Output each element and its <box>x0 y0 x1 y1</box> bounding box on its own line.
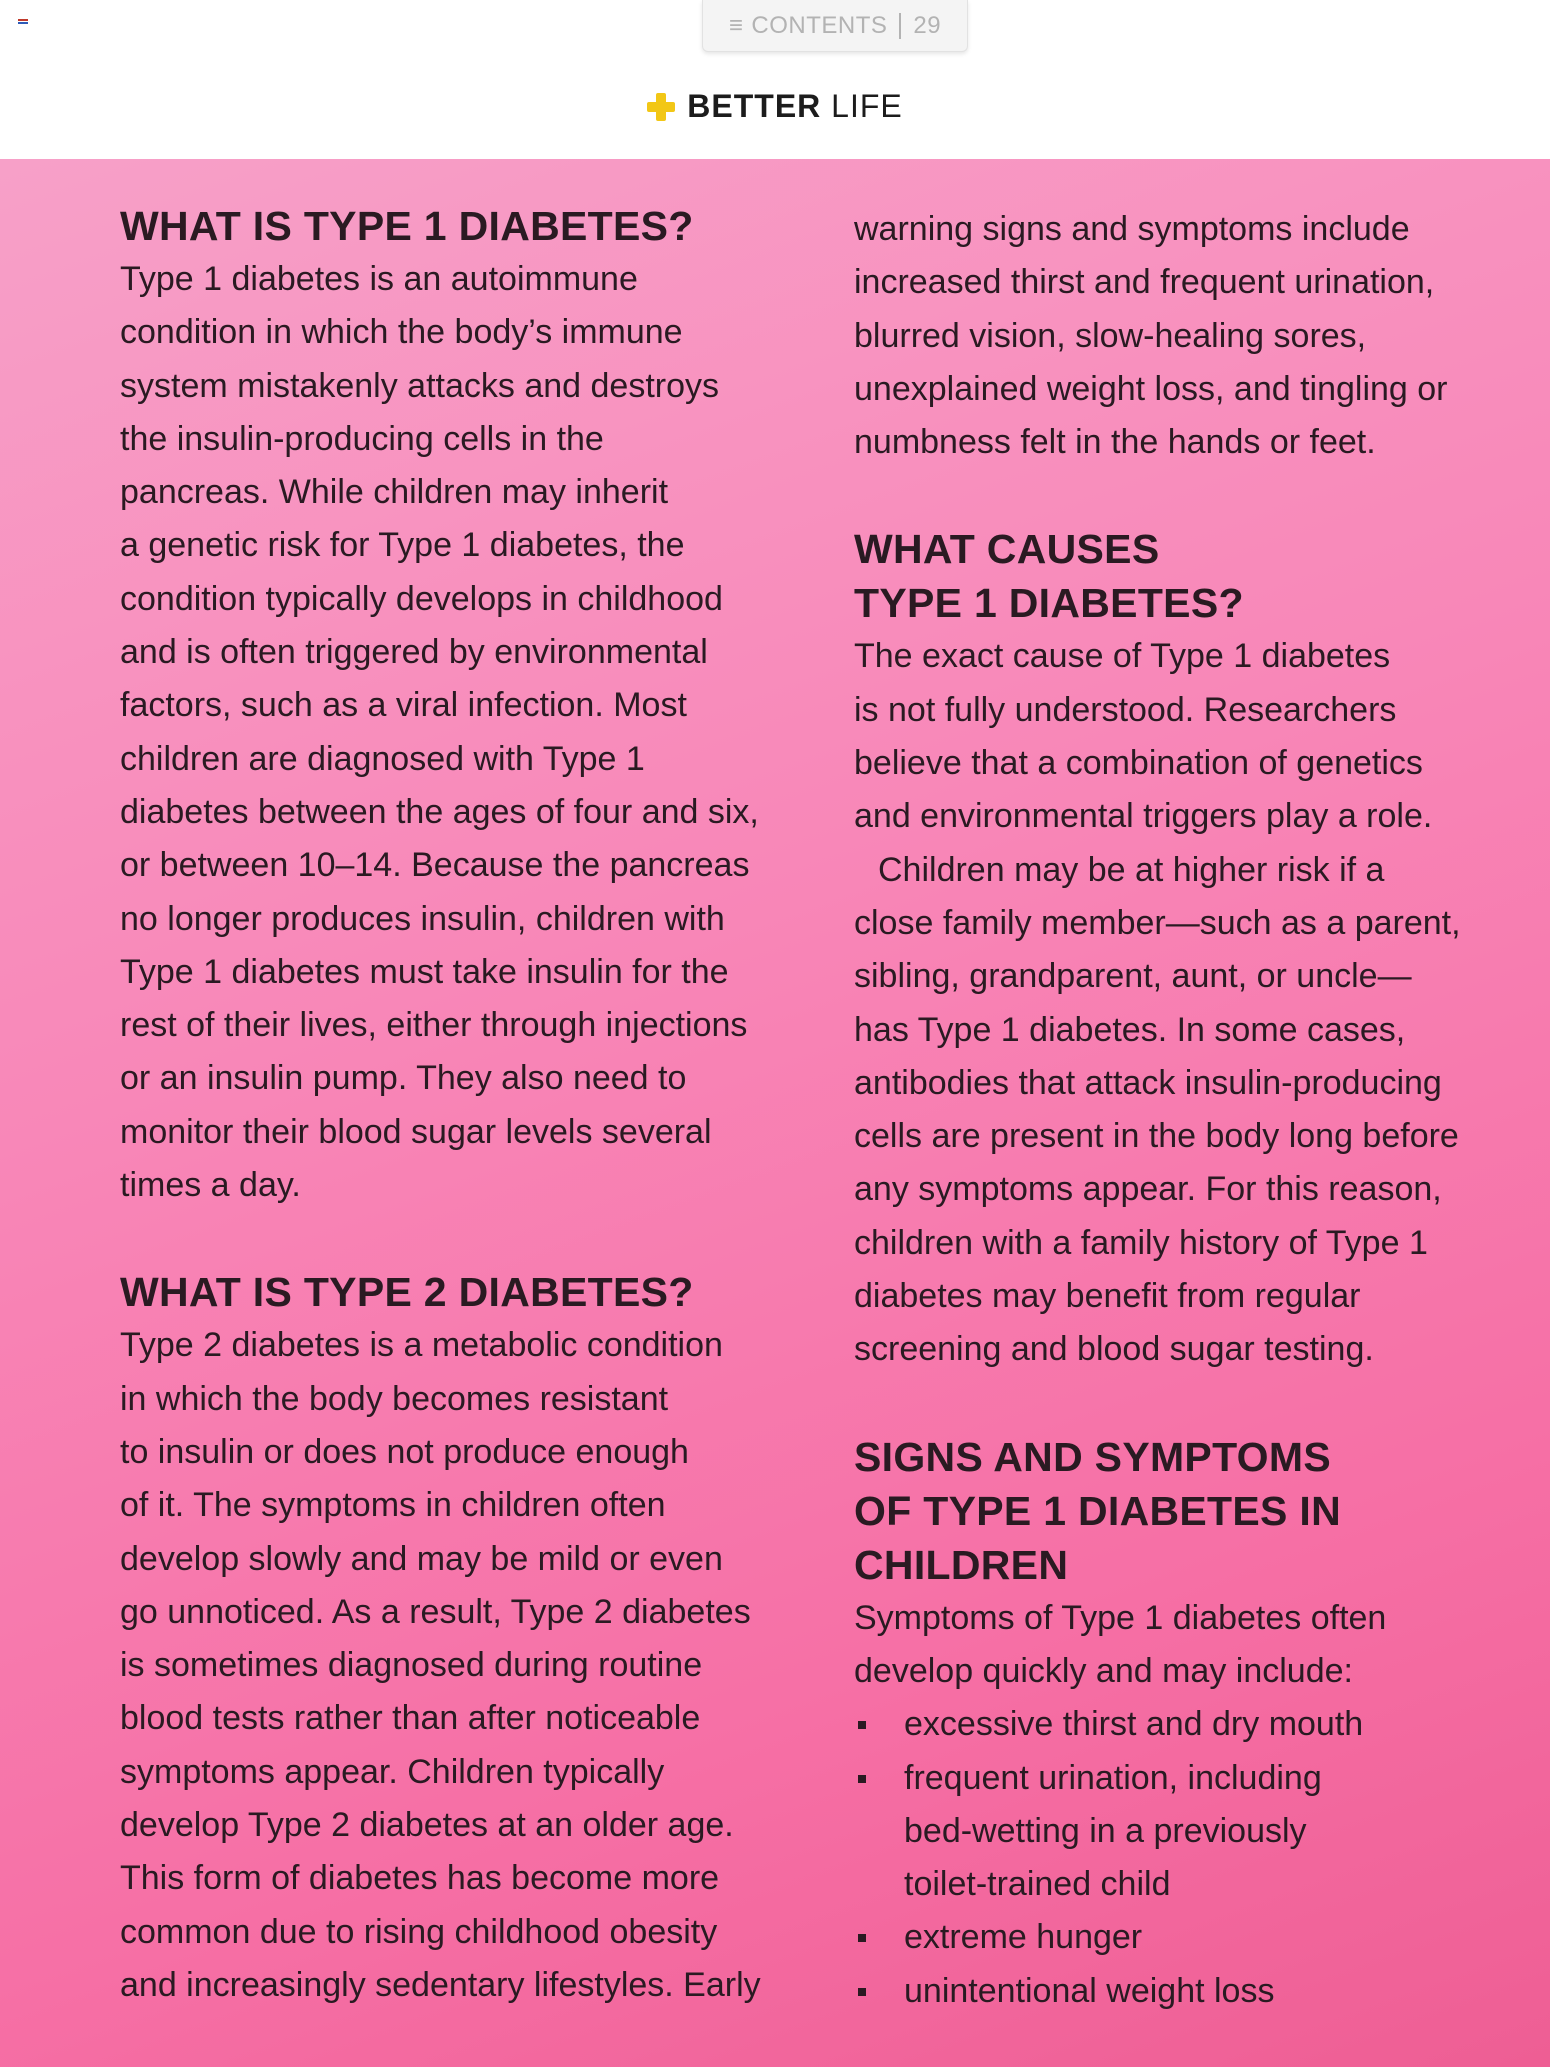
text-line: factors, such as a viral infection. Most <box>120 686 687 725</box>
text-line: diabetes between the ages of four and six, <box>120 792 759 831</box>
bullet-icon <box>858 1775 866 1783</box>
list-item-text <box>904 1705 1363 1743</box>
paragraph-type2-continued <box>854 203 1524 469</box>
brand-bold: BETTER <box>687 88 822 124</box>
brand-light: LIFE <box>831 88 903 124</box>
text-line: or between 10–14. Because the pancreas <box>120 846 750 885</box>
text-line: Type 1 diabetes is an autoimmune <box>120 260 638 298</box>
text-line: This form of diabetes has become more <box>120 1859 720 1898</box>
list-item-text <box>904 1759 1322 1904</box>
text-line: children are diagnosed with Type 1 <box>120 739 645 778</box>
paragraph-type1 <box>120 253 820 1212</box>
list-item-text <box>904 1918 1142 1956</box>
text-line: is not fully understood. Researchers <box>854 690 1397 729</box>
text-line: pancreas. While children may inherit <box>120 473 669 512</box>
text-line: sibling, grandparent, aunt, or uncle— <box>854 957 1412 996</box>
text-line: rest of their lives, either through injections <box>120 1006 748 1045</box>
text-line: Children may be at higher risk if a <box>878 850 1385 889</box>
text-line: has Type 1 diabetes. In some cases, <box>854 1010 1406 1049</box>
paragraph-symptoms-intro <box>854 1592 1524 1699</box>
list-item <box>854 1965 1524 2018</box>
text-line: go unnoticed. As a result, Type 2 diabetes <box>120 1592 751 1631</box>
bullet-icon <box>858 1934 866 1942</box>
text-line: close family member—such as a parent, <box>854 903 1461 942</box>
paragraph-causes <box>854 630 1524 843</box>
text-line: The exact cause of Type 1 diabetes <box>854 637 1391 676</box>
text-line: toilet-trained child <box>904 1865 1171 1904</box>
right-column <box>854 203 1524 2018</box>
text-line: TYPE 1 DIABETES? <box>854 580 1244 627</box>
text-line: diabetes may benefit from regular <box>854 1277 1361 1316</box>
bullet-icon <box>858 1988 866 1996</box>
text-line: develop Type 2 diabetes at an older age. <box>120 1806 734 1845</box>
text-line: symptoms appear. Children typically <box>120 1752 665 1791</box>
paragraph-type2 <box>120 1319 820 2012</box>
paragraph-risk <box>854 844 1524 1377</box>
top-bar <box>0 0 1550 159</box>
text-line: extreme hunger <box>904 1918 1143 1957</box>
text-line: develop slowly and may be mild or even <box>120 1539 723 1578</box>
article-page <box>0 159 1550 2067</box>
symptom-list <box>854 1698 1524 2018</box>
text-line: screening and blood sugar testing. <box>854 1330 1374 1369</box>
text-line: Type 2 diabetes is a metabolic condition <box>120 1326 723 1365</box>
text-line: and increasingly sedentary lifestyles. Early <box>120 1965 761 2004</box>
menu-icon: ≡ <box>728 11 744 39</box>
heading-symptoms <box>854 1430 1524 1592</box>
text-line: OF TYPE 1 DIABETES IN <box>854 1487 1341 1534</box>
text-line: any symptoms appear. For this reason, <box>854 1170 1442 1209</box>
text-line: frequent urination, including <box>904 1758 1322 1797</box>
text-line: WHAT CAUSES <box>854 526 1160 573</box>
left-column <box>120 199 820 2012</box>
text-line: no longer produces insulin, children with <box>120 899 725 938</box>
flag-icon <box>18 19 28 26</box>
text-line: system mistakenly attacks and destroys <box>120 366 720 405</box>
text-line: bed-wetting in a previously <box>904 1811 1307 1850</box>
text-line: and is often triggered by environmental <box>120 633 708 672</box>
bullet-icon <box>858 1721 866 1729</box>
text-line: numbness felt in the hands or feet. <box>854 423 1376 462</box>
text-line: unexplained weight loss, and tingling or <box>854 369 1448 408</box>
contents-button[interactable] <box>702 0 968 52</box>
text-line: believe that a combination of genetics <box>854 744 1423 783</box>
text-line: to insulin or does not produce enough <box>120 1432 689 1471</box>
text-line: excessive thirst and dry mouth <box>904 1705 1364 1744</box>
brand-logo <box>0 88 1550 125</box>
text-line: warning signs and symptoms include <box>854 210 1410 248</box>
heading-type1: WHAT IS TYPE 1 DIABETES? <box>120 203 694 249</box>
divider <box>899 13 901 39</box>
text-line: cells are present in the body long before <box>854 1117 1459 1156</box>
text-line: the insulin-producing cells in the <box>120 419 604 458</box>
text-line: Type 1 diabetes must take insulin for the <box>120 952 729 991</box>
text-line: is sometimes diagnosed during routine <box>120 1646 703 1685</box>
list-item <box>854 1698 1524 1751</box>
heading-type2: WHAT IS TYPE 2 DIABETES? <box>120 1269 694 1316</box>
text-line: or an insulin pump. They also need to <box>120 1059 687 1098</box>
text-line: of it. The symptoms in children often <box>120 1486 666 1525</box>
text-line: condition typically develops in childhood <box>120 579 723 618</box>
text-line: a genetic risk for Type 1 diabetes, the <box>120 526 685 565</box>
text-line: times a day. <box>120 1166 301 1205</box>
text-line: develop quickly and may include: <box>854 1651 1353 1690</box>
list-item <box>854 1911 1524 1964</box>
heading-causes <box>854 522 1524 630</box>
page-number: 29 <box>913 11 942 39</box>
text-line: Symptoms of Type 1 diabetes often <box>854 1598 1387 1637</box>
text-line: common due to rising childhood obesity <box>120 1912 718 1951</box>
text-line: SIGNS AND SYMPTOMS <box>854 1433 1331 1480</box>
list-item <box>854 1752 1524 1912</box>
text-line: increased thirst and frequent urination, <box>854 263 1435 302</box>
list-item-text <box>904 1972 1274 2010</box>
text-line: monitor their blood sugar levels several <box>120 1112 712 1151</box>
brand-name <box>687 88 902 125</box>
text-line: blood tests rather than after noticeable <box>120 1699 701 1738</box>
text-line: and environmental triggers play a role. <box>854 797 1433 836</box>
contents-label: CONTENTS <box>751 11 888 39</box>
plus-icon <box>647 93 675 121</box>
text-line: antibodies that attack insulin-producing <box>854 1063 1442 1102</box>
text-line: children with a family history of Type 1 <box>854 1223 1428 1262</box>
text-line: unintentional weight loss <box>904 1971 1275 2010</box>
text-line: blurred vision, slow-healing sores, <box>854 316 1367 355</box>
text-line: in which the body becomes resistant <box>120 1379 669 1418</box>
text-line: condition in which the body’s immune <box>120 313 683 352</box>
text-line: CHILDREN <box>854 1541 1069 1588</box>
